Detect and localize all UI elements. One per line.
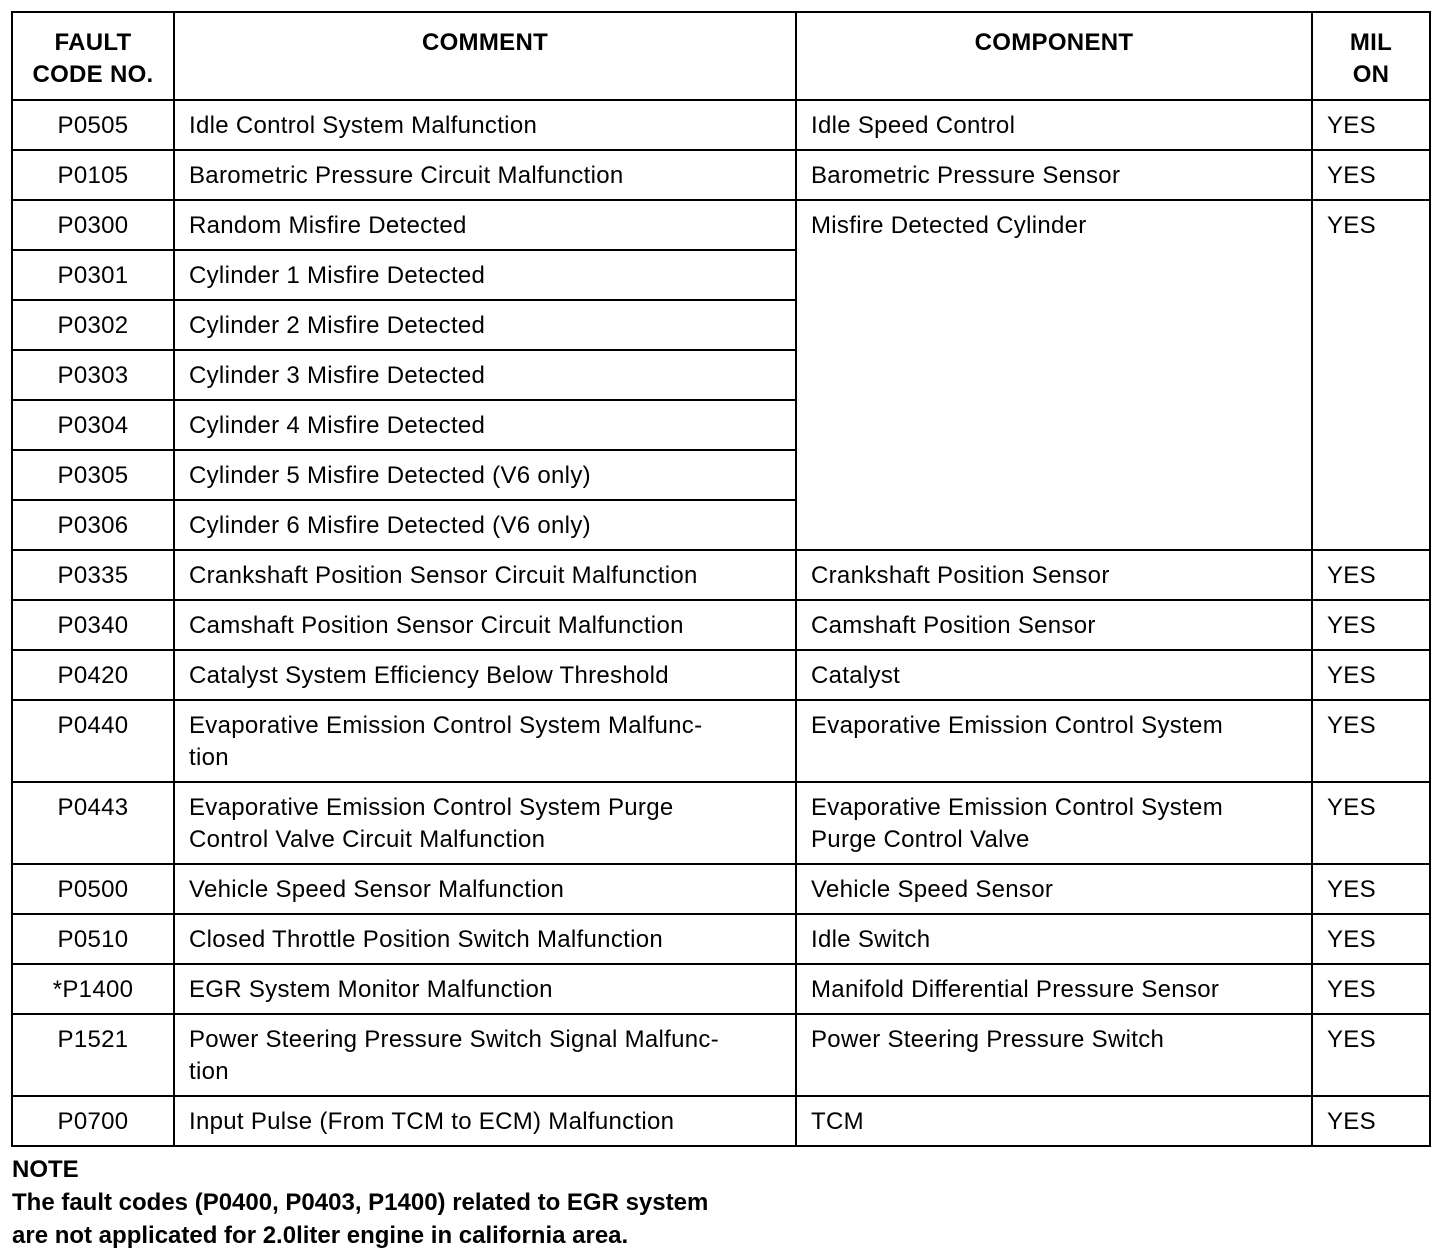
component-cell: Evaporative Emission Control System Purge Control Valve — [796, 782, 1312, 864]
fault-code-cell: P0335 — [12, 550, 174, 600]
header-mil-on: MIL ON — [1312, 12, 1430, 100]
comment-cell: Power Steering Pressure Switch Signal Malfunc- tion — [174, 1014, 796, 1096]
fault-code-cell: P0440 — [12, 700, 174, 782]
comment-cell: Input Pulse (From TCM to ECM) Malfunction — [174, 1096, 796, 1146]
table-row — [12, 200, 1430, 250]
component-cell: Barometric Pressure Sensor — [796, 150, 1312, 200]
fault-code-cell: P0340 — [12, 600, 174, 650]
table-row — [12, 100, 1430, 150]
comment-cell: Random Misfire Detected — [174, 200, 796, 250]
fault-code-cell: *P1400 — [12, 964, 174, 1014]
fault-code-cell: P0300 — [12, 200, 174, 250]
comment-cell: Cylinder 2 Misfire Detected — [174, 300, 796, 350]
note-text-line-2: are not applicated for 2.0liter engine in california area. — [12, 1222, 629, 1249]
comment-cell: Cylinder 4 Misfire Detected — [174, 400, 796, 450]
comment-cell: Cylinder 3 Misfire Detected — [174, 350, 796, 400]
header-comment: COMMENT — [174, 12, 796, 100]
table-row — [12, 1014, 1430, 1096]
table-row — [12, 550, 1430, 600]
mil-on-cell: YES — [1312, 550, 1430, 600]
header-row — [12, 12, 1430, 100]
mil-on-cell: YES — [1312, 100, 1430, 150]
table-row — [12, 964, 1430, 1014]
header-fault-code: FAULT CODE NO. — [12, 12, 174, 100]
mil-on-cell: YES — [1312, 650, 1430, 700]
component-cell: Vehicle Speed Sensor — [796, 864, 1312, 914]
table-row — [12, 650, 1430, 700]
mil-on-cell: YES — [1312, 150, 1430, 200]
mil-on-cell: YES — [1312, 1014, 1430, 1096]
fault-code-cell: P0505 — [12, 100, 174, 150]
component-cell: Evaporative Emission Control System — [796, 700, 1312, 782]
comment-cell: EGR System Monitor Malfunction — [174, 964, 796, 1014]
comment-cell: Cylinder 5 Misfire Detected (V6 only) — [174, 450, 796, 500]
fault-code-cell: P0420 — [12, 650, 174, 700]
table-row — [12, 600, 1430, 650]
fault-code-cell: P1521 — [12, 1014, 174, 1096]
component-cell: Crankshaft Position Sensor — [796, 550, 1312, 600]
fault-code-cell: P0305 — [12, 450, 174, 500]
comment-cell: Idle Control System Malfunction — [174, 100, 796, 150]
mil-on-cell: YES — [1312, 864, 1430, 914]
table-body — [12, 100, 1430, 1146]
component-cell: Camshaft Position Sensor — [796, 600, 1312, 650]
fault-code-cell: P0443 — [12, 782, 174, 864]
comment-cell: Evaporative Emission Control System Purge Control Valve Circuit Malfunction — [174, 782, 796, 864]
comment-cell: Closed Throttle Position Switch Malfunction — [174, 914, 796, 964]
comment-cell: Catalyst System Efficiency Below Threshold — [174, 650, 796, 700]
mil-on-cell: YES — [1312, 914, 1430, 964]
comment-cell: Crankshaft Position Sensor Circuit Malfunction — [174, 550, 796, 600]
mil-on-cell: YES — [1312, 964, 1430, 1014]
comment-cell: Barometric Pressure Circuit Malfunction — [174, 150, 796, 200]
table-row — [12, 150, 1430, 200]
mil-on-cell: YES — [1312, 782, 1430, 864]
note-block — [12, 1153, 708, 1252]
fault-code-cell: P0306 — [12, 500, 174, 550]
fault-code-cell: P0510 — [12, 914, 174, 964]
component-cell: TCM — [796, 1096, 1312, 1146]
mil-on-cell: YES — [1312, 700, 1430, 782]
note-text-line-1: The fault codes (P0400, P0403, P1400) related to EGR system — [12, 1189, 709, 1216]
mil-on-cell: YES — [1312, 600, 1430, 650]
fault-code-cell: P0303 — [12, 350, 174, 400]
fault-code-cell: P0105 — [12, 150, 174, 200]
component-cell: Catalyst — [796, 650, 1312, 700]
comment-cell: Evaporative Emission Control System Malfunc- tion — [174, 700, 796, 782]
comment-cell: Cylinder 1 Misfire Detected — [174, 250, 796, 300]
comment-cell: Camshaft Position Sensor Circuit Malfunction — [174, 600, 796, 650]
component-cell: Idle Speed Control — [796, 100, 1312, 150]
fault-code-cell: P0304 — [12, 400, 174, 450]
component-cell: Manifold Differential Pressure Sensor — [796, 964, 1312, 1014]
component-cell: Misfire Detected Cylinder — [796, 200, 1312, 550]
header-component: COMPONENT — [796, 12, 1312, 100]
component-cell: Power Steering Pressure Switch — [796, 1014, 1312, 1096]
comment-cell: Vehicle Speed Sensor Malfunction — [174, 864, 796, 914]
component-cell: Idle Switch — [796, 914, 1312, 964]
table-row — [12, 782, 1430, 864]
fault-code-cell: P0302 — [12, 300, 174, 350]
fault-code-cell: P0500 — [12, 864, 174, 914]
comment-cell: Cylinder 6 Misfire Detected (V6 only) — [174, 500, 796, 550]
fault-code-cell: P0700 — [12, 1096, 174, 1146]
table-row — [12, 864, 1430, 914]
table-row — [12, 914, 1430, 964]
fault-code-table — [11, 11, 1431, 1147]
table-row — [12, 700, 1430, 782]
mil-on-cell: YES — [1312, 200, 1430, 550]
mil-on-cell: YES — [1312, 1096, 1430, 1146]
note-title: NOTE — [12, 1156, 79, 1183]
fault-code-cell: P0301 — [12, 250, 174, 300]
table-row — [12, 1096, 1430, 1146]
